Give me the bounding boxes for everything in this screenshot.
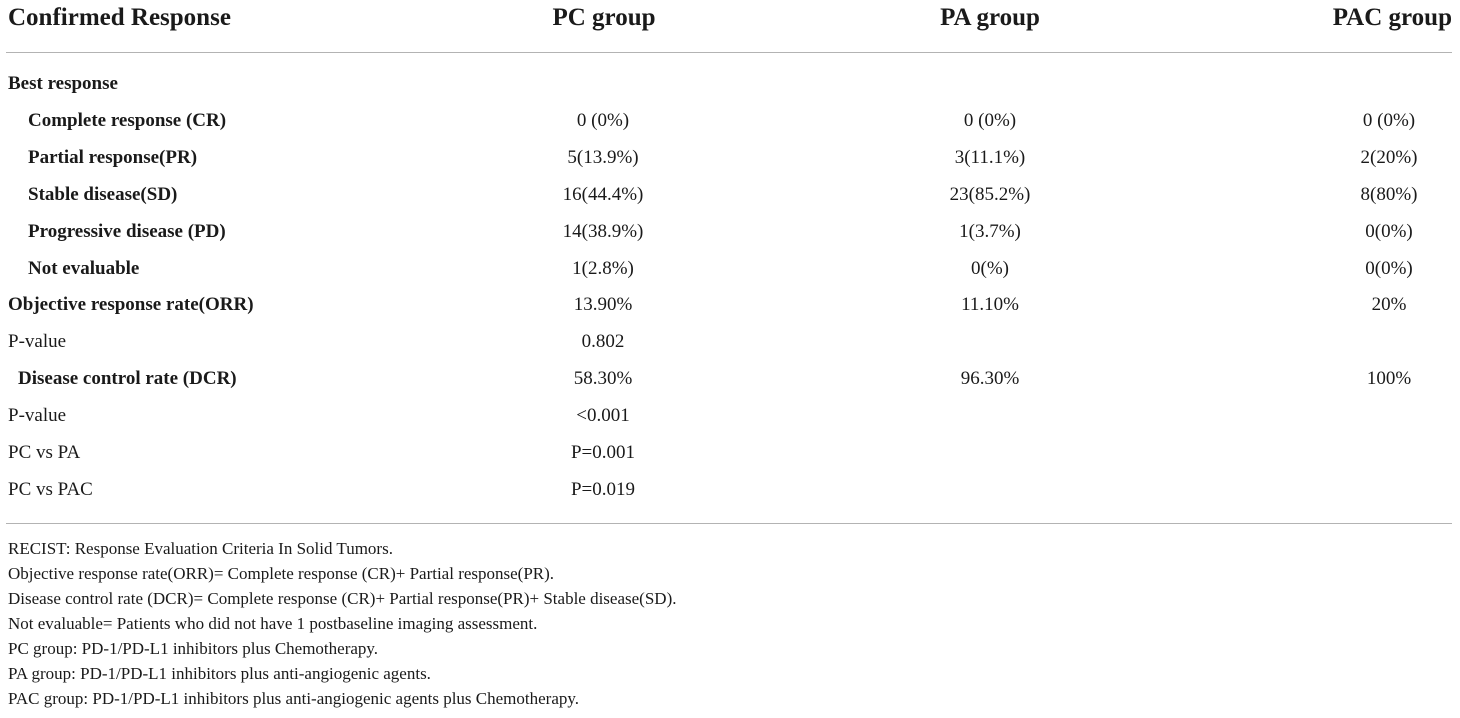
footer-divider: [6, 523, 1452, 524]
header-pa-group: PA group: [940, 4, 1040, 31]
table-row: [0, 398, 1460, 434]
cell-pa-group: 0 (0%): [963, 109, 1017, 131]
cell-pa-group: 23(85.2%): [949, 183, 1031, 205]
cell-pa-group: 3(11.1%): [954, 146, 1026, 168]
table-row: [0, 472, 1460, 508]
table-header-row: [0, 0, 1460, 40]
cell-pac-group: 8(80%): [1360, 183, 1418, 205]
cell-pac-group: 0(0%): [1365, 257, 1413, 279]
table-row: [0, 214, 1460, 250]
footnote: PAC group: PD-1/PD-L1 inhibitors plus anti-angiogenic agents plus Chemotherapy.: [8, 689, 580, 708]
cell-pc-group: 16(44.4%): [562, 183, 644, 205]
row-label: PC vs PAC: [8, 478, 93, 500]
row-label: Stable disease(SD): [28, 183, 178, 205]
footnote: Disease control rate (DCR)= Complete response (CR)+ Partial response(PR)+ Stable disease(SD).: [8, 589, 677, 608]
cell-pc-group: 58.30%: [573, 368, 633, 390]
row-label: P-value: [8, 331, 67, 353]
cell-pc-group: 0 (0%): [576, 109, 630, 131]
cell-pc-group: 5(13.9%): [567, 146, 639, 168]
header-pac-group: PAC group: [1332, 4, 1452, 31]
row-label: PC vs PA: [8, 442, 81, 463]
row-label: Progressive disease (PD): [28, 220, 226, 242]
header-confirmed-response: Confirmed Response: [8, 4, 231, 31]
row-label: Best response: [8, 73, 118, 94]
cell-pc-group: P=0.019: [570, 478, 636, 500]
row-label: Disease control rate (DCR): [18, 368, 237, 390]
header-divider: [6, 52, 1452, 53]
cell-pac-group: 0(0%): [1365, 220, 1413, 242]
cell-pac-group: 2(20%): [1360, 146, 1418, 168]
cell-pa-group: 0(%): [971, 257, 1009, 279]
cell-pc-group: 1(2.8%): [572, 257, 634, 279]
cell-pac-group: 100%: [1366, 368, 1412, 390]
row-label: Objective response rate(ORR): [8, 294, 254, 316]
table-row: [0, 324, 1460, 360]
footnote: PA group: PD-1/PD-L1 inhibitors plus anti-angiogenic agents.: [8, 664, 431, 683]
row-label: Partial response(PR): [28, 146, 198, 168]
cell-pc-group: 14(38.9%): [562, 220, 644, 242]
footnote: Not evaluable= Patients who did not have 1 postbaseline imaging assessment.: [8, 614, 538, 633]
cell-pc-group: 0.802: [581, 331, 625, 353]
table-footnotes: [8, 536, 676, 711]
table-row: [0, 287, 1460, 323]
footnote: PC group: PD-1/PD-L1 inhibitors plus Chemotherapy.: [8, 639, 379, 658]
cell-pa-group: 96.30%: [960, 368, 1020, 390]
row-label: Complete response (CR): [28, 109, 227, 131]
cell-pa-group: 11.10%: [961, 294, 1019, 316]
table-row: [0, 361, 1460, 397]
cell-pc-group: 13.90%: [573, 294, 633, 316]
row-label: Not evaluable: [28, 257, 140, 279]
row-label: P-value: [8, 405, 67, 427]
header-pc-group: PC group: [552, 4, 656, 31]
table-row: [0, 103, 1460, 139]
footnote: RECIST: Response Evaluation Criteria In Solid Tumors.: [8, 539, 393, 558]
cell-pc-group: P=0.001: [570, 442, 636, 463]
table-row: [0, 66, 1460, 102]
table-row: [0, 140, 1460, 176]
cell-pc-group: <0.001: [576, 405, 630, 427]
table-row: [0, 251, 1460, 287]
cell-pa-group: 1(3.7%): [959, 220, 1021, 242]
table-row: [0, 177, 1460, 213]
footnote: Objective response rate(ORR)= Complete response (CR)+ Partial response(PR).: [8, 564, 555, 583]
table-row: [0, 435, 1460, 471]
cell-pac-group: 0 (0%): [1362, 109, 1416, 131]
cell-pac-group: 20%: [1371, 294, 1407, 316]
